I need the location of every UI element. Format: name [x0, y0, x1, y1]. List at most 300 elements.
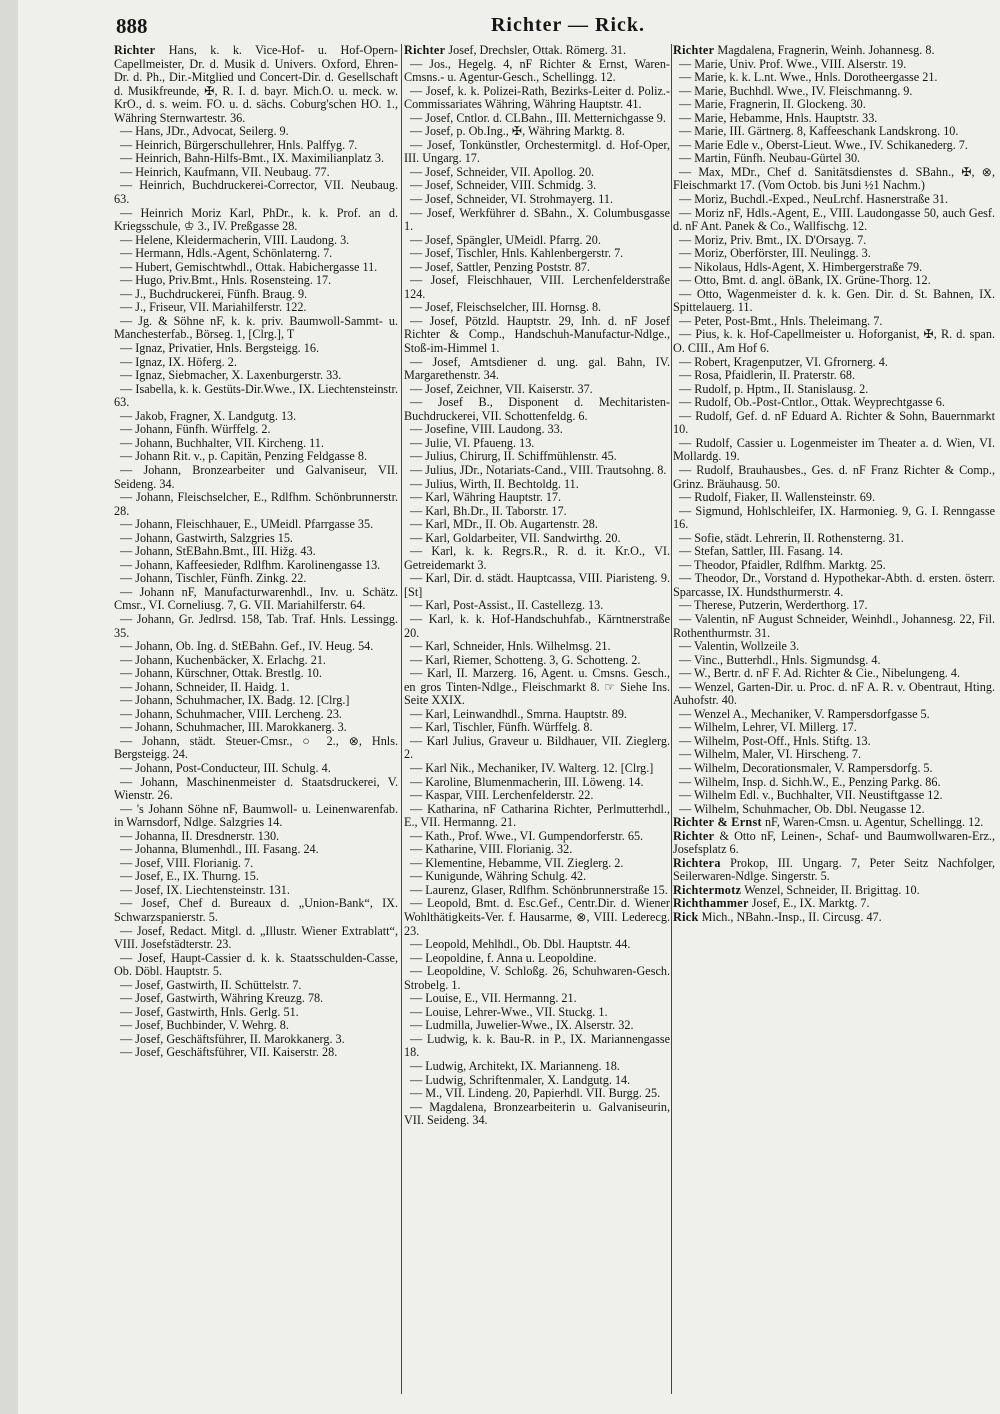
entry-text: — Ignaz, IX. Höferg. 2. — [120, 354, 237, 369]
directory-entry — [404, 125, 670, 139]
entry-text: — Johann, Gastwirth, Salzgries 15. — [120, 530, 293, 545]
directory-entry — [404, 478, 670, 492]
entry-text: — Ignaz, Siebmacher, X. Laxenburgerstr. 33. — [120, 368, 342, 383]
entry-text: — Sigmund, Hohlschleifer, IX. Harmonieg. 9, G. I. Renngasse 16. — [673, 503, 995, 532]
entry-text: — Hubert, Gemischtwhdl., Ottak. Habichergasse 11. — [120, 259, 378, 274]
entry-text: — Johann, Kuchenbäcker, X. Erlachg. 21. — [120, 652, 326, 667]
entry-text: — Sofie, städt. Lehrerin, II. Rothensterng. 31. — [679, 530, 904, 545]
entry-text: — Johann, Gr. Jedlrsd. 158, Tab. Traf. Hnls. Lessingg. 35. — [114, 611, 398, 640]
directory-entry — [404, 640, 670, 654]
directory-entry — [673, 803, 995, 817]
entry-text: — Peter, Post-Bmt., Hnls. Theleimang. 7. — [679, 313, 883, 328]
directory-entry — [404, 261, 670, 275]
entry-text: — Laurenz, Glaser, Rdlfhm. Schönbrunnerstraße 15. — [410, 882, 668, 897]
entry-text: — Wilhelm, Lehrer, VI. Millerg. 17. — [679, 720, 857, 735]
entry-text: — Leopold, Bmt. d. Esc.Gef., Centr.Dir. d. Wiener Wohlthätigkeits-Ver. f. Hausarme, ⊗, VIII. Lederecg. 23. — [404, 896, 670, 938]
entry-text: — Josef, Gastwirth, II. Schüttelstr. 7. — [120, 977, 302, 992]
directory-entry — [673, 491, 995, 505]
entry-text: — Heinrich Moriz Karl, PhDr., k. k. Prof. an d. Kriegsschule, ♔ 3., IV. Preßgasse 28. — [114, 205, 398, 234]
directory-entry — [673, 532, 995, 546]
entry-text: — Kaspar, VIII. Lerchenfelderstr. 22. — [410, 788, 594, 803]
entry-text: — 's Johann Söhne nF, Baumwoll- u. Leinenwarenfab. in Warnsdorf, Ndlge. Salzgries 14. — [114, 801, 398, 830]
entry-text: — Katharine, VIII. Florianig. 32. — [410, 842, 573, 857]
directory-entry — [673, 776, 995, 790]
entry-text: — Theodor, Dr., Vorstand d. Hypothekar-Abth. d. ersten. österr. Sparcasse, IX. Hundsthurmerstr. 4. — [673, 571, 995, 599]
entry-text: — Ludmilla, Juwelier-Wwe., IX. Alserstr. 32. — [410, 1018, 634, 1033]
directory-entry — [114, 586, 398, 613]
entry-text: — Heinrich, Kaufmann, VII. Neubaug. 77. — [120, 164, 330, 179]
entry-text: — Josef, p. Ob.Ing., ✠, Währing Marktg. 8. — [410, 124, 625, 139]
entry-text: — Josef, Schneider, VIII. Schmidg. 3. — [410, 178, 597, 193]
entry-text: — Stefan, Sattler, III. Fasang. 14. — [679, 544, 844, 559]
directory-entry — [404, 464, 670, 478]
entry-text: — Josef, Werkführer d. SBahn., X. Columbusgasse 1. — [404, 205, 670, 234]
entry-text: — Kath., Prof. Wwe., VI. Gumpendorferstr. 65. — [410, 828, 644, 843]
directory-entry — [404, 952, 670, 966]
directory-entry — [114, 450, 398, 464]
directory-entry — [673, 505, 995, 532]
column-divider — [671, 44, 672, 1394]
directory-entry — [114, 694, 398, 708]
entry-text: — Josef, Cntlor. d. CLBahn., III. Metternichgasse 9. — [410, 110, 666, 125]
directory-entry — [404, 735, 670, 762]
directory-entry — [404, 315, 670, 356]
directory-entry — [673, 681, 995, 708]
directory-entry — [404, 423, 670, 437]
entry-text: — Valentin, nF August Schneider, Weinhdl., Johannesg. 22, Fil. Rothenthurmstr. 31. — [673, 611, 995, 640]
directory-entry — [673, 437, 995, 464]
directory-entry — [404, 599, 670, 613]
directory-entry — [673, 884, 995, 898]
entry-text: — Josef, Pötzld. Hauptstr. 29, Inh. d. nF Josef Richter & Comp., Handschuh-Manufactur-Ndlge., Stoß-im-Himmel 1. — [404, 313, 670, 356]
directory-entry — [114, 410, 398, 424]
entry-text: — Karl, k. k. Regrs.R., R. d. it. Kr.O., VI. Getreidemarkt 3. — [404, 544, 670, 572]
directory-entry — [114, 721, 398, 735]
entry-text: — Heinrich, Buchdruckerei-Corrector, VII. Neubaug. 63. — [114, 178, 398, 207]
directory-entry — [404, 843, 670, 857]
entry-text: — Wilhelm, Maler, VI. Hirscheng. 7. — [679, 747, 862, 762]
directory-entry — [114, 613, 398, 640]
directory-entry — [673, 356, 995, 370]
directory-entry — [114, 532, 398, 546]
page-title: Richter — Rick. — [490, 14, 646, 36]
entry-text: Josef, E., IX. Marktg. 7. — [748, 896, 870, 911]
entry-text: — Katharina, nF Catharina Richter, Perlmutterhdl., E., VII. Hermanng. 21. — [404, 801, 670, 830]
entry-text: — Josef, Chef d. Bureaux d. „Union-Bank“, IX. Schwarzspanierstr. 5. — [114, 896, 398, 924]
directory-entry — [114, 491, 398, 518]
entry-text: — Josef, Amtsdiener d. ung. gal. Bahn, IV. Margarethenstr. 34. — [404, 354, 670, 383]
directory-entry — [673, 193, 995, 207]
directory-entry — [404, 58, 670, 85]
entry-text: — Johann, Ob. Ing. d. StEBahn. Gef., IV. Heug. 54. — [120, 639, 374, 654]
directory-entry — [114, 1033, 398, 1047]
page-number: 888 — [116, 14, 148, 38]
directory-entry — [114, 979, 398, 993]
directory-entry — [114, 152, 398, 166]
directory-entry — [404, 654, 670, 668]
entry-text: — Wenzel, Garten-Dir. u. Proc. d. nF A. R. v. Obentraut, Hting. Auhofstr. 40. — [673, 679, 995, 708]
directory-entry — [114, 735, 398, 762]
directory-entry — [673, 261, 995, 275]
directory-entry — [404, 301, 670, 315]
directory-entry — [114, 1006, 398, 1020]
directory-entry — [114, 369, 398, 383]
entry-text: — Leopoldine, V. Schloßg. 26, Schuhwaren-Gesch. Strobelg. 1. — [404, 964, 670, 992]
directory-entry — [673, 640, 995, 654]
directory-entry — [114, 342, 398, 356]
entry-text: — Nikolaus, Hdls-Agent, X. Himbergerstraße 79. — [679, 259, 923, 274]
entry-text: — Wilhelm, Decorationsmaler, V. Rampersdorfg. 5. — [679, 760, 933, 775]
directory-entry — [673, 708, 995, 722]
directory-entry — [673, 816, 995, 830]
directory-entry — [404, 965, 670, 992]
directory-entry — [114, 166, 398, 180]
entry-text: — Johann, Kürschner, Ottak. Brestlg. 10. — [120, 666, 322, 681]
directory-entry — [673, 98, 995, 112]
directory-entry — [114, 857, 398, 871]
directory-entry — [673, 830, 995, 857]
entry-text: — Ignaz, Privatier, Hnls. Bergsteigg. 16. — [120, 341, 319, 356]
directory-entry — [404, 85, 670, 112]
entry-text: — Karl Nik., Mechaniker, IV. Walterg. 12. [Clrg.] — [410, 760, 654, 775]
entry-text: — Moriz, Oberförster, III. Neulingg. 3. — [679, 246, 871, 261]
entry-text: — Josefine, VIII. Laudong. 33. — [410, 422, 563, 437]
directory-entry — [404, 450, 670, 464]
entry-text: — Johann, Fleischhauer, E., UMeidl. Pfarrgasse 35. — [120, 517, 374, 532]
entry-text: — Helene, Kleidermacherin, VIII. Laudong. 3. — [120, 232, 350, 247]
directory-entry — [404, 1060, 670, 1074]
entry-text: — Josef, Gastwirth, Hnls. Gerlg. 51. — [120, 1004, 299, 1019]
directory-entry — [114, 125, 398, 139]
entry-surname: Richter — [404, 44, 446, 57]
directory-entry — [114, 247, 398, 261]
entry-text: — Klementine, Hebamme, VII. Zieglerg. 2. — [410, 855, 624, 870]
directory-entry — [673, 789, 995, 803]
entry-text: — Moriz, Priv. Bmt., IX. D'Orsayg. 7. — [679, 232, 867, 247]
entry-text: — Johann, Schneider, II. Haidg. 1. — [120, 679, 290, 694]
entry-text: — Karl, Tischler, Fünfh. Würffelg. 8. — [410, 720, 593, 735]
directory-entry — [114, 437, 398, 451]
entry-text: — Hugo, Priv.Bmt., Hnls. Rosensteing. 17. — [120, 273, 332, 288]
entry-text: — Josef, Spängler, UMeidl. Pfarrg. 20. — [410, 232, 601, 247]
directory-entry — [673, 748, 995, 762]
directory-entry — [404, 383, 670, 397]
entry-surname: Richtera — [673, 855, 721, 870]
entry-text: — Louise, E., VII. Hermanng. 21. — [410, 991, 577, 1006]
entry-text: — Josef, IX. Liechtensteinstr. 131. — [120, 882, 290, 897]
entry-text: — Karl, Schneider, Hnls. Wilhelmsg. 21. — [410, 639, 611, 654]
entry-surname: Richtermotz — [673, 882, 742, 897]
entry-text: — Josef, Fleischhauer, VIII. Lerchenfelderstraße 124. — [404, 273, 670, 301]
directory-entry — [404, 1074, 670, 1088]
entry-text: — Josef, Geschäftsführer, II. Marokkanerg. 3. — [120, 1031, 345, 1046]
entry-text: — J., Buchdruckerei, Fünfh. Braug. 9. — [120, 286, 308, 301]
entry-text: — Leopoldine, f. Anna u. Leopoldine. — [410, 950, 597, 965]
entry-text: — Johann, Tischler, Fünfh. Zinkg. 22. — [120, 571, 307, 586]
directory-entry — [673, 58, 995, 72]
directory-entry — [114, 559, 398, 573]
entry-text: — Josef, k. k. Polizei-Rath, Bezirks-Leiter d. Poliz.-Commissariates Währing, Währing Hauptstr. 41. — [404, 83, 670, 112]
directory-entry — [114, 572, 398, 586]
entry-text: — Jg. & Söhne nF, k. k. priv. Baumwoll-Sammt- u. Manchesterfab., Börseg. 1, [Clrg.], T — [114, 313, 398, 342]
directory-entry — [404, 884, 670, 898]
entry-text: — Ludwig, k. k. Bau-R. in P., IX. Mariannengasse 18. — [404, 1031, 670, 1060]
directory-entry — [114, 803, 398, 830]
entry-text: — Louise, Lehrer-Wwe., VII. Stuckg. 1. — [410, 1004, 608, 1019]
directory-entry — [673, 762, 995, 776]
directory-page — [18, 0, 1000, 1414]
directory-entry — [404, 437, 670, 451]
entry-text: — Rudolf, Ob.-Post-Cntlor., Ottak. Weyprechtgasse 6. — [679, 395, 945, 410]
directory-entry — [404, 112, 670, 126]
directory-entry — [114, 44, 398, 125]
directory-entry — [404, 1101, 670, 1128]
directory-entry — [404, 518, 670, 532]
entry-text: — Johann, Buchhalter, VII. Kircheng. 11. — [120, 435, 324, 450]
column-2 — [404, 44, 670, 1406]
directory-entry — [404, 1087, 670, 1101]
entry-text: — Marie, Hebamme, Hnls. Hauptstr. 33. — [679, 110, 878, 125]
directory-entry — [114, 667, 398, 681]
entry-text: — Karl, Dir. d. städt. Hauptcassa, VIII. Piaristeng. 9. [St] — [404, 571, 670, 599]
directory-entry — [114, 207, 398, 234]
entry-text: — Johann, städt. Steuer-Cmsr., ○ 2., ⊗, Hnls. Bergsteigg. 24. — [114, 733, 398, 762]
directory-entry — [114, 464, 398, 491]
directory-entry — [673, 911, 995, 925]
directory-entry — [114, 234, 398, 248]
entry-text: — Karl, k. k. Hof-Handschuhfab., Kärntnerstraße 20. — [404, 611, 670, 640]
entry-text: — Heinrich, Bahn-Hilfs-Bmt., IX. Maximilianplatz 3. — [120, 151, 385, 166]
entry-text: — Jos., Hegelg. 4, nF Richter & Ernst, Waren-Cmsns.- u. Agentur-Gesch., Schellingg. 12. — [404, 56, 670, 85]
entry-text: — Hermann, Hdls.-Agent, Schönlaterng. 7. — [120, 246, 333, 261]
directory-entry — [404, 572, 670, 599]
directory-entry — [114, 261, 398, 275]
directory-entry — [114, 884, 398, 898]
entry-text: — Josef, Sattler, Penzing Poststr. 87. — [410, 259, 590, 274]
entry-surname: Richter — [673, 44, 715, 57]
directory-entry — [673, 207, 995, 234]
directory-entry — [404, 830, 670, 844]
directory-entry — [673, 559, 995, 573]
directory-entry — [673, 464, 995, 491]
entry-text: — Johann, Schuhmacher, IX. Badg. 12. [Clrg.] — [120, 693, 350, 708]
directory-entry — [673, 721, 995, 735]
directory-entry — [673, 152, 995, 166]
directory-entry — [114, 274, 398, 288]
directory-entry — [404, 897, 670, 938]
directory-entry — [114, 925, 398, 952]
directory-entry — [114, 139, 398, 153]
entry-text: — Leopold, Mehlhdl., Ob. Dbl. Hauptstr. 44. — [410, 937, 631, 952]
directory-entry — [404, 762, 670, 776]
entry-text: — Johann, Bronzearbeiter und Galvaniseur, VII. Seideng. 34. — [114, 462, 398, 491]
column-1 — [114, 44, 398, 1406]
entry-surname: Richthammer — [673, 896, 749, 911]
entry-text: — Josef, Gastwirth, Währing Kreuzg. 78. — [120, 991, 324, 1006]
entry-text: — Josef, Tischler, Hnls. Kahlenbergerstr. 7. — [410, 246, 624, 261]
directory-entry — [404, 776, 670, 790]
directory-entry — [673, 139, 995, 153]
directory-entry — [114, 843, 398, 857]
entry-text: — Marie, III. Gärtnerg. 8, Kaffeeschank Landskrong. 10. — [679, 124, 959, 139]
entry-text: — Ludwig, Schriftenmaler, X. Landgutg. 14. — [410, 1072, 631, 1087]
directory-entry — [404, 179, 670, 193]
column-divider — [401, 44, 402, 1394]
entry-text: & Otto nF, Leinen-, Schaf- und Baumwollwaren-Erz., Josefsplatz 6. — [673, 828, 995, 857]
entry-text: — Moriz, Buchdl.-Exped., NeuLrchf. Hasnerstraße 31. — [679, 192, 949, 207]
entry-text: — Wenzel A., Mechaniker, V. Rampersdorfgasse 5. — [679, 706, 930, 721]
entry-text: — Ludwig, Architekt, IX. Marianneng. 18. — [410, 1059, 620, 1074]
entry-text: — Heinrich, Bürgerschullehrer, Hnls. Palffyg. 7. — [120, 137, 358, 152]
directory-entry — [404, 247, 670, 261]
directory-entry — [673, 383, 995, 397]
directory-entry — [114, 776, 398, 803]
directory-entry — [114, 897, 398, 924]
directory-entry — [404, 992, 670, 1006]
directory-entry — [673, 545, 995, 559]
entry-text: — Julius, Wirth, II. Bechtoldg. 11. — [410, 476, 579, 491]
entry-text: — Pius, k. k. Hof-Capellmeister u. Hoforganist, ✠, R. d. span. O. CIII., Am Hof 6. — [673, 327, 995, 356]
directory-entry — [114, 545, 398, 559]
entry-text: — Rudolf, Fiaker, II. Wallensteinstr. 69. — [679, 490, 875, 505]
directory-entry — [114, 301, 398, 315]
entry-text: — Martin, Fünfh. Neubau-Gürtel 30. — [679, 151, 861, 166]
entry-text: — Josef, Zeichner, VII. Kaiserstr. 37. — [410, 381, 593, 396]
directory-entry — [404, 857, 670, 871]
entry-text: — Rudolf, Brauhausbes., Ges. d. nF Franz Richter & Comp., Grinz. Bräuhausg. 50. — [673, 462, 995, 491]
entry-text: — Marie, Buchhdl. Wwe., IV. Fleischmanng. 9. — [679, 83, 913, 98]
directory-entry — [404, 938, 670, 952]
entry-text: — Johann, Schuhmacher, VIII. Lercheng. 23. — [120, 706, 342, 721]
entry-text: — Josef, Tonkünstler, Orchestermitgl. d. Hof-Oper, III. Ungarg. 17. — [404, 137, 670, 166]
entry-text: — Johann, StEBahn.Bmt., III. Hižg. 43. — [120, 544, 316, 559]
entry-text: — Theodor, Pfaidler, Rdlfhm. Marktg. 25. — [679, 557, 886, 572]
entry-text: — Karl, Währing Hauptstr. 17. — [410, 490, 562, 505]
entry-text: — Johann, Fleischselcher, E., Rdlfhm. Schönbrunnerstr. 28. — [114, 490, 398, 518]
entry-text: — Karl, Leinwandhdl., Smrna. Hauptstr. 89. — [410, 706, 627, 721]
entry-text: — Rudolf, p. Hptm., II. Stanislausg. 2. — [679, 381, 869, 396]
entry-text: — Marie, Fragnerin, II. Glockeng. 30. — [679, 97, 866, 112]
entry-text: — Karl, II. Marzerg. 16, Agent. u. Cmsns. Gesch., en gros Tinten-Ndlge., Fleischmarkt 8. ☞ Siehe Ins. Seite XXIX. — [404, 666, 670, 708]
directory-entry — [404, 532, 670, 546]
directory-entry — [404, 491, 670, 505]
directory-entry — [673, 274, 995, 288]
entry-surname: Richter — [114, 44, 156, 57]
directory-entry — [404, 356, 670, 383]
directory-entry — [673, 328, 995, 355]
directory-entry — [673, 234, 995, 248]
entry-text: — Magdalena, Bronzearbeiterin u. Galvaniseurin, VII. Seideng. 34. — [404, 1099, 670, 1128]
entry-text: Prokop, III. Ungarg. 7, Peter Seitz Nachfolger, Seilerwaren-Ndlge. Singerstr. 5. — [673, 855, 995, 884]
entry-text: Josef, Drechsler, Ottak. Römerg. 31. — [445, 44, 627, 57]
entry-text: Hans, k. k. Vice-Hof- u. Hof-Opern-Capellmeister, Dr. d. Musik d. Univers. Oxford, Ehren-Dr. d. Ph., Dir.-Mitglied und Concert-Dir. d. Gesellschaft d. Musikfreunde, ✠, R. I. d. bayr. Mich.O. u. meck. w. KrO., d. s. weim. FO. u. d. sächs. Coburg'schen HO. 1., Währing Sternwartestr. 36. — [114, 44, 398, 125]
directory-entry — [673, 125, 995, 139]
directory-entry — [673, 667, 995, 681]
entry-text: Magdalena, Fragnerin, Weinh. Johannesg. 8. — [714, 44, 935, 57]
entry-text: — M., VII. Lindeng. 20, Papierhdl. VII. Burgg. 25. — [410, 1086, 661, 1101]
directory-entry — [404, 166, 670, 180]
entry-text: Mich., NBahn.-Insp., II. Circusg. 47. — [698, 910, 882, 924]
directory-entry — [673, 613, 995, 640]
entry-text: — Otto, Wagenmeister d. k. k. Gen. Dir. d. St. Bahnen, IX. Spittelauerg. 11. — [673, 286, 995, 315]
entry-text: — Valentin, Wollzeile 3. — [679, 639, 800, 654]
entry-text: — Karl, Post-Assist., II. Castellezg. 13. — [410, 598, 604, 613]
directory-entry — [114, 518, 398, 532]
entry-text: — Isabella, k. k. Gestüts-Dir.Wwe., IX. Liechtensteinstr. 63. — [114, 381, 398, 410]
directory-entry — [114, 383, 398, 410]
entry-text: — Johanna, Blumenhdl., III. Fasang. 24. — [120, 842, 319, 857]
directory-entry — [114, 830, 398, 844]
directory-entry — [404, 721, 670, 735]
directory-entry — [673, 315, 995, 329]
directory-entry — [404, 667, 670, 708]
directory-entry — [404, 396, 670, 423]
directory-entry — [114, 179, 398, 206]
entry-text: — Johann, Schuhmacher, III. Marokkanerg. 3. — [120, 720, 347, 735]
directory-entry — [404, 545, 670, 572]
entry-text: — Julius, Chirurg, II. Schiffmühlenstr. 45. — [410, 449, 617, 464]
entry-text: — Therese, Putzerin, Werderthorg. 17. — [679, 598, 868, 613]
directory-entry — [673, 44, 995, 58]
directory-entry — [673, 410, 995, 437]
directory-entry — [673, 112, 995, 126]
entry-text: — Josef, Schneider, VII. Apollog. 20. — [410, 164, 595, 179]
entry-text: — J., Friseur, VII. Mariahilferstr. 122. — [120, 300, 307, 315]
entry-text: — Vinc., Butterhdl., Hnls. Sigmundsg. 4. — [679, 652, 881, 667]
entry-text: — Moriz nF, Hdls.-Agent, E., VIII. Laudongasse 50, auch Gesf. d. nF Ant. Panek & Co., Wallfischg. 12. — [673, 205, 995, 234]
entry-text: — Wilhelm, Schuhmacher, Ob. Dbl. Neugasse 12. — [679, 801, 925, 816]
entry-text: — Josef B., Disponent d. Mechitaristen-Buchdruckerei, VII. Schottenfeldg. 6. — [404, 395, 670, 423]
entry-text: — Max, MDr., Chef d. Sanitätsdienstes d. SBahn., ✠, ⊗, Fleischmarkt 17. (Vom Octob. bis Juni ½1 Nachm.) — [673, 164, 995, 193]
entry-surname: Rick — [673, 910, 699, 924]
entry-surname: Richter — [673, 828, 715, 843]
directory-entry — [404, 207, 670, 234]
directory-entry — [673, 599, 995, 613]
directory-entry — [673, 897, 995, 911]
entry-text: — Julie, VI. Pfaueng. 13. — [410, 435, 535, 450]
entry-text: — Josef, E., IX. Thurng. 15. — [120, 869, 259, 884]
directory-entry — [404, 139, 670, 166]
entry-text: — Marie, Univ. Prof. Wwe., VIII. Alserstr. 19. — [679, 56, 907, 71]
directory-entry — [404, 803, 670, 830]
entry-text: nF, Waren-Cmsn. u. Agentur, Schellingg. 12. — [761, 815, 984, 830]
entry-text: — Johann Rit. v., p. Capitän, Penzing Feldgasse 8. — [120, 449, 367, 464]
directory-entry — [114, 870, 398, 884]
entry-text: — Otto, Bmt. d. angl. öBank, IX. Grüne-Thorg. 12. — [679, 273, 931, 288]
directory-entry — [673, 396, 995, 410]
directory-entry — [114, 1019, 398, 1033]
entry-text: — Julius, JDr., Notariats-Cand., VIII. Trautsohng. 8. — [410, 462, 667, 477]
entry-text: — Josef, Haupt-Cassier d. k. k. Staatsschulden-Casse, Ob. Döbl. Hauptstr. 5. — [114, 950, 398, 979]
entry-text: — Jakob, Fragner, X. Landgutg. 13. — [120, 408, 297, 423]
entry-text: — Karoline, Blumenmacherin, III. Löweng. 14. — [410, 774, 644, 789]
directory-entry — [404, 1019, 670, 1033]
entry-text: — Josef, Buchbinder, V. Wehrg. 8. — [120, 1018, 289, 1033]
entry-text: — Josef, Redact. Mitgl. d. „Illustr. Wiener Extrablatt“, VIII. Josefstädterstr. 23. — [114, 923, 398, 952]
entry-text: — Karl, MDr., II. Ob. Augartenstr. 28. — [410, 517, 598, 532]
directory-entry — [114, 681, 398, 695]
directory-entry — [673, 71, 995, 85]
directory-entry — [404, 193, 670, 207]
entry-text: — Josef, Fleischselcher, III. Hornsg. 8. — [410, 300, 602, 315]
directory-entry — [114, 952, 398, 979]
entry-text: — Karl Julius, Graveur u. Bildhauer, VII. Zieglerg. 2. — [404, 733, 670, 762]
directory-entry — [114, 423, 398, 437]
directory-entry — [673, 654, 995, 668]
entry-text: Wenzel, Schneider, II. Brigittag. 10. — [741, 882, 920, 897]
entry-text: — Johann, Fünfh. Würffelg. 2. — [120, 422, 271, 437]
entry-text: — Wilhelm Edl. v., Buchhalter, VII. Neustiftgasse 12. — [679, 788, 943, 803]
